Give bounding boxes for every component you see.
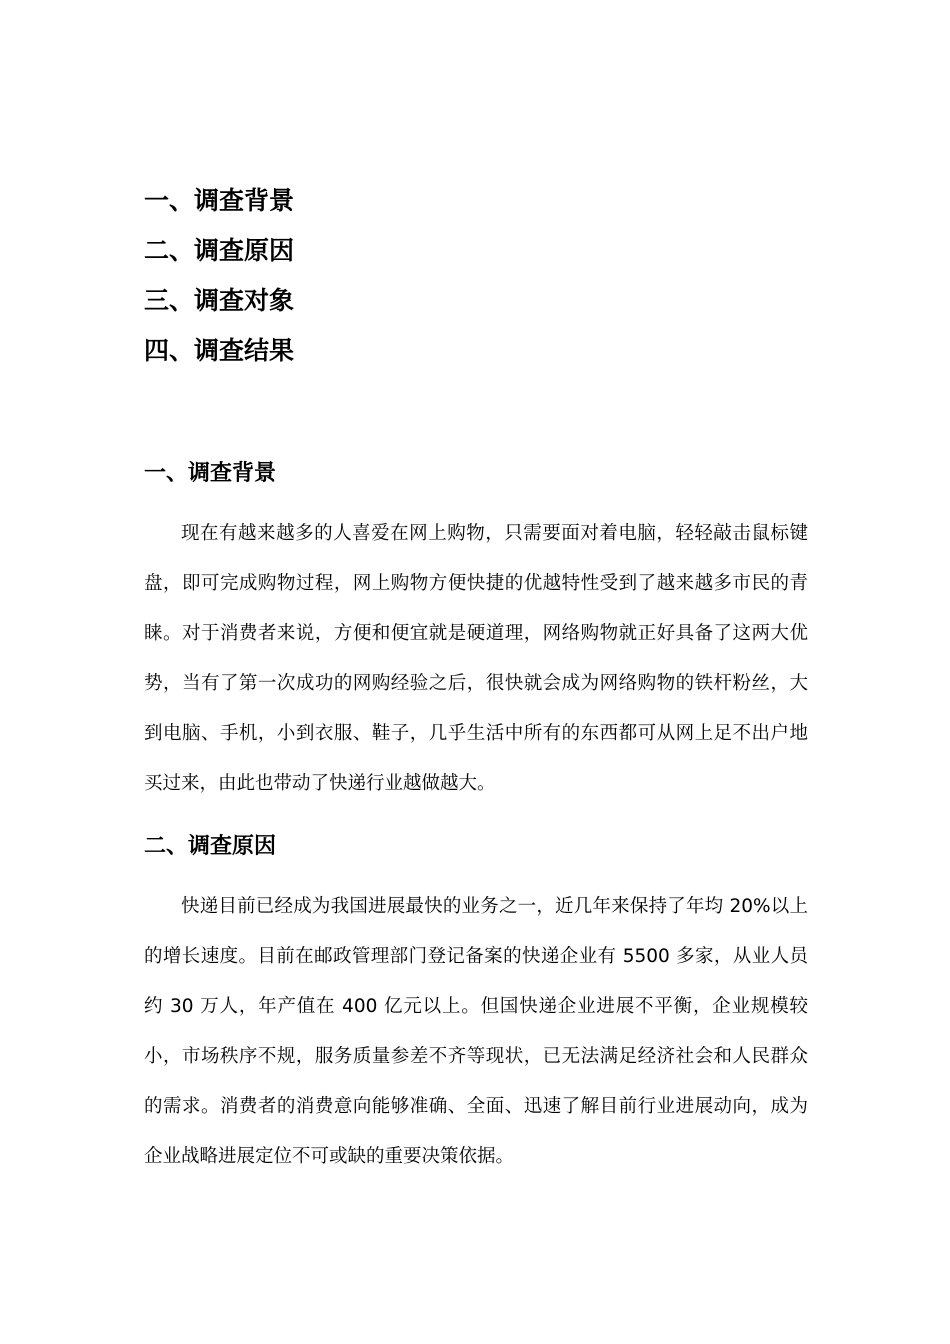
section-reason — [144, 832, 808, 1201]
section-heading: 二、调查原因 — [144, 834, 277, 859]
toc-item: 二、调查原因 — [144, 236, 295, 265]
toc-item: 三、调查对象 — [144, 286, 295, 315]
section-paragraph: 现在有越来越多的人喜爱在网上购物，只需要面对着电脑，轻轻敲击鼠标键盘，即可完成购物过程，网上购物方便快捷的优越特性受到了越来越多市民的青睐。对于消费者来说，方便和便宜就是硬道理，网络购物就正好具备了这两大优势，当有了第一次成功的网购经验之后，很快就会成为网络购物的铁杆粉丝，大到电脑、手机，小到衣服、鞋子，几乎生活中所有的东西都可从网上足不出户地买过来，由此也带动了快递行业越做越大。 — [144, 523, 808, 794]
toc-item: 四、调查结果 — [144, 336, 295, 365]
section-background — [144, 459, 808, 828]
section-heading: 一、调查背景 — [144, 461, 277, 486]
section-paragraph: 快递目前已经成为我国进展最快的业务之一，近几年来保持了年均 20%以上的增长速度。目前在邮政管理部门登记备案的快递企业有 5500 多家，从业人员约 30 万人，年产值在 400 亿元以上。但国快递企业进展不平衡，企业规模较小，市场秩序不规，服务质量参差不齐等现状，已无法满足经济社会和人民群众的需求。消费者的消费意向能够准确、全面、迅速了解目前行业进展动向，成为企业战略进展定位不可或缺的重要决策依据。 — [144, 896, 808, 1167]
table-of-contents — [144, 176, 744, 376]
toc-item: 一、调查背景 — [144, 186, 295, 215]
